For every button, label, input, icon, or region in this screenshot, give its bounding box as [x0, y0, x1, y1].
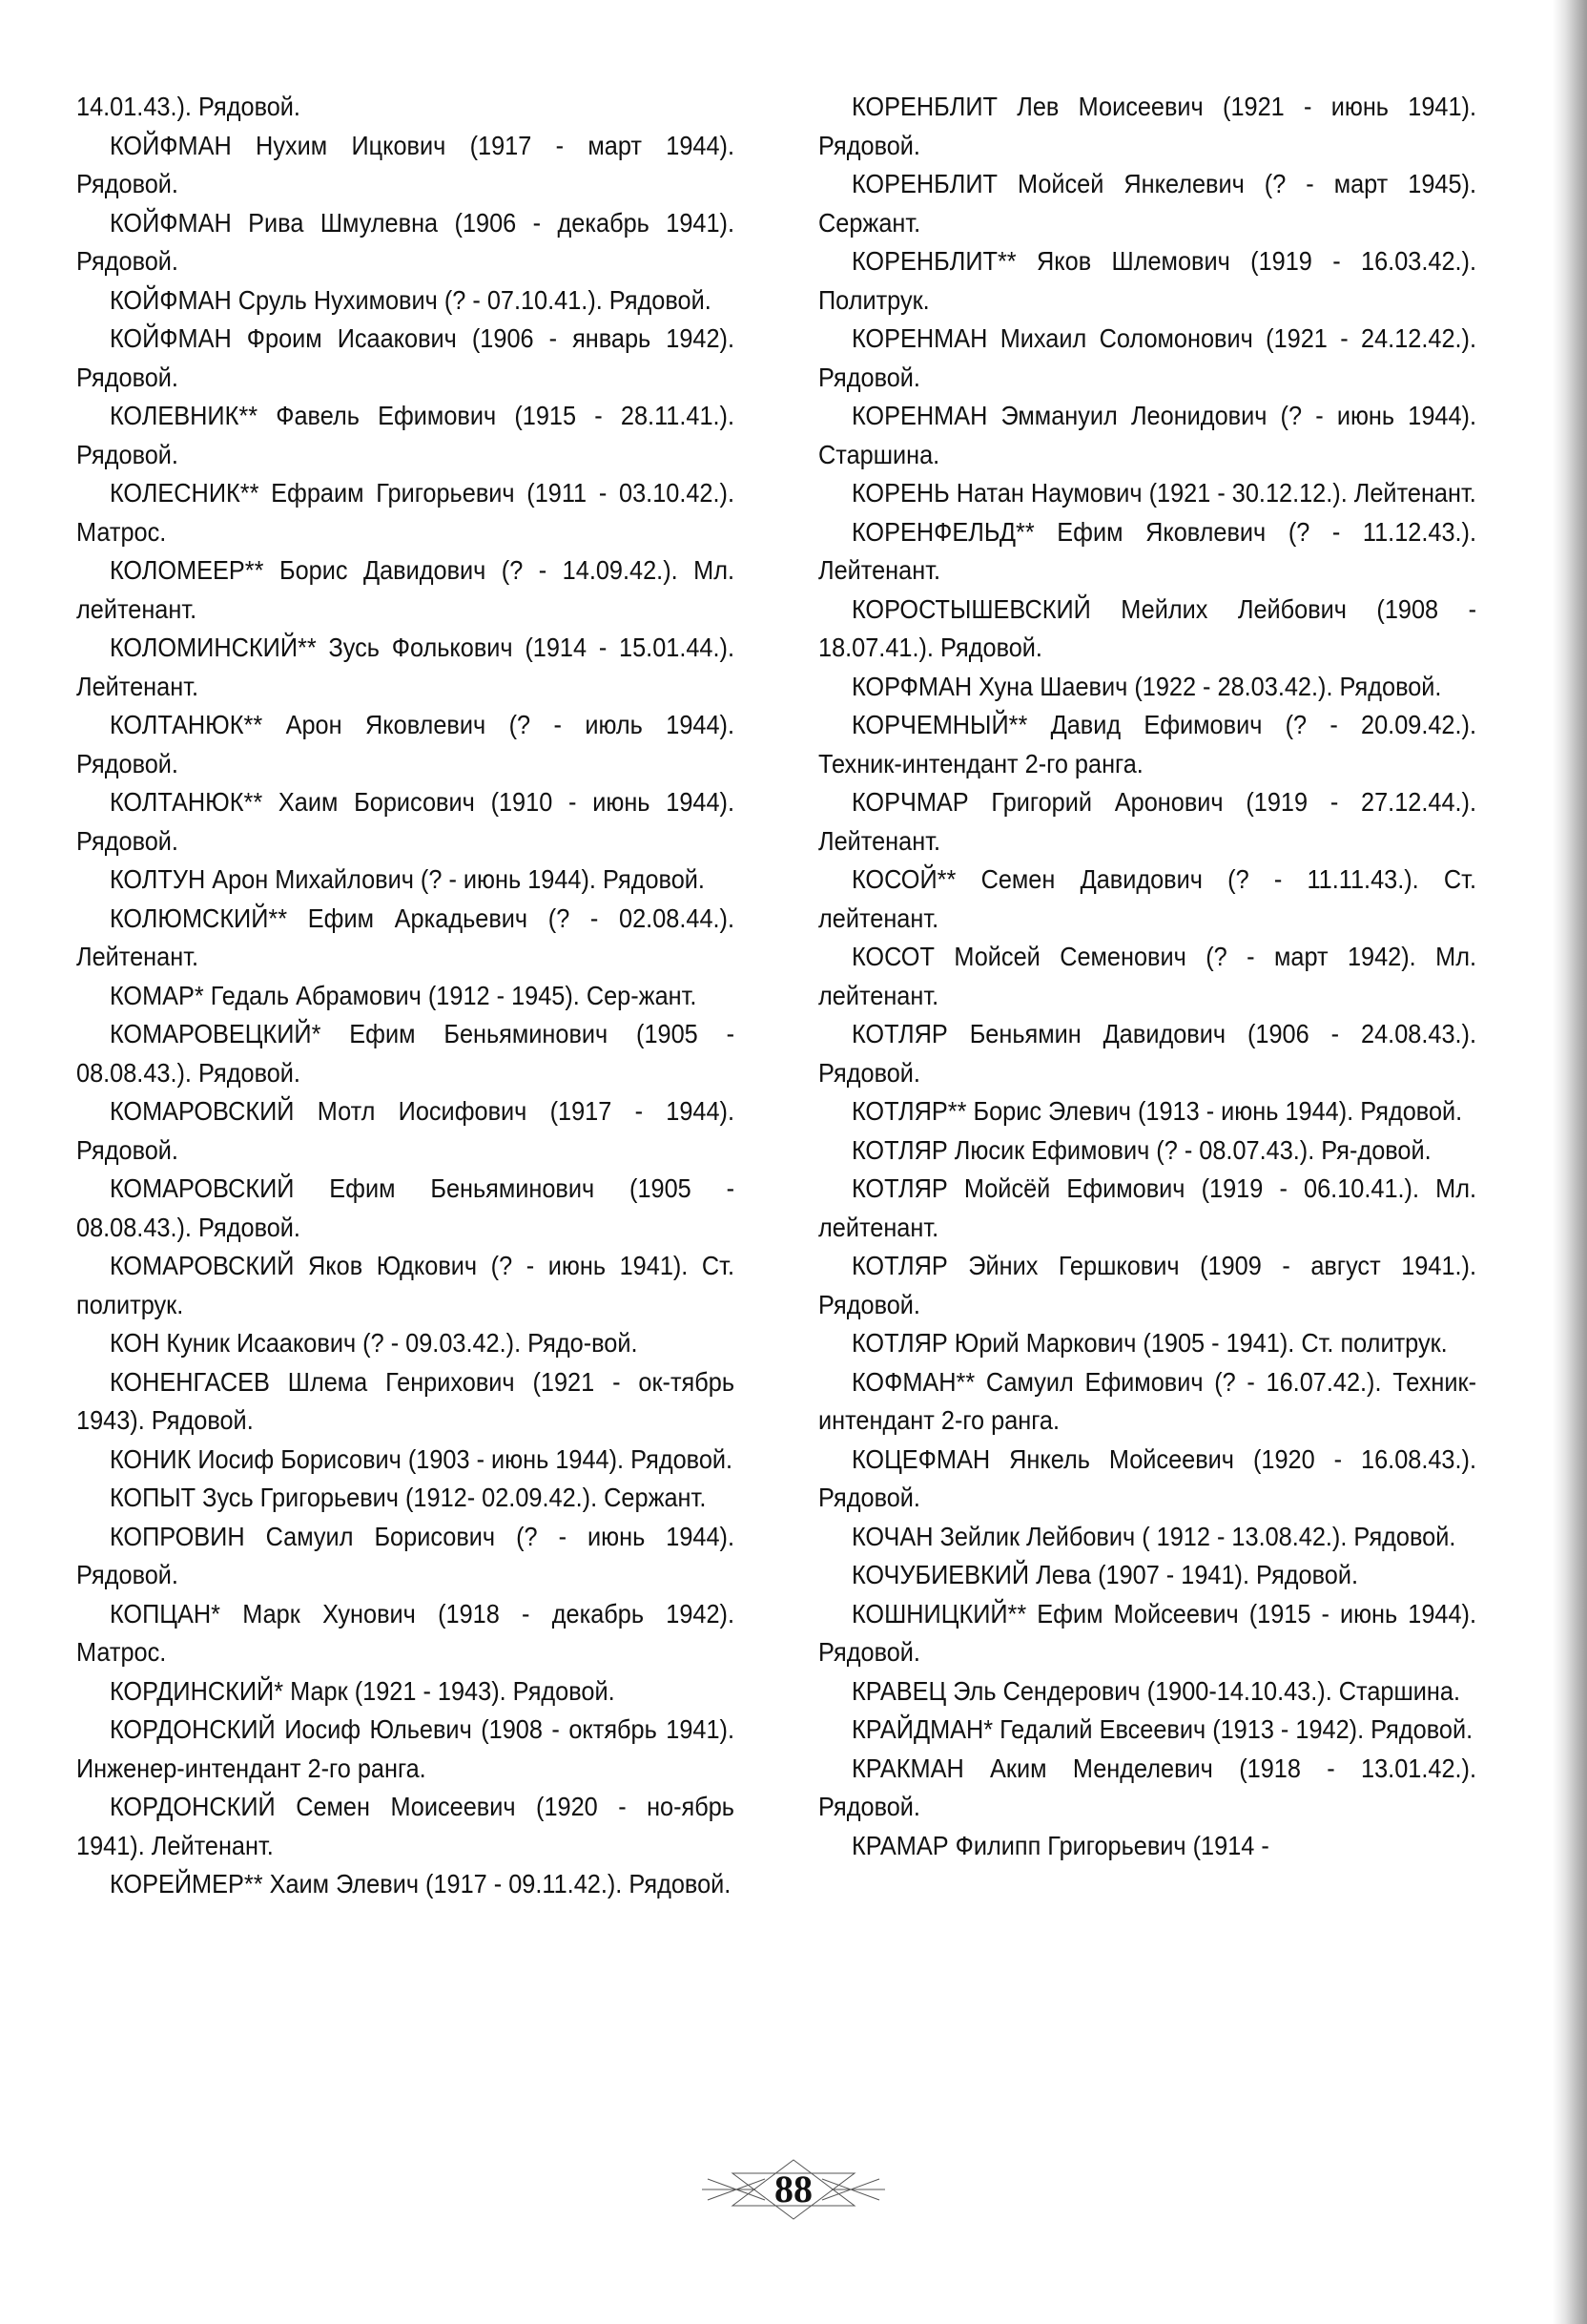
list-item: КРАКМАН Аким Менделевич (1918 - 13.01.42.). Рядовой. [818, 1753, 1476, 1821]
list-item: КОСОТ Мойсей Семенович (? - март 1942). Мл. лейтенант. [818, 942, 1476, 1010]
list-item: КОРЕНМАН Михаил Соломонович (1921 - 24.12.42.). Рядовой. [818, 323, 1476, 392]
list-item: КРАВЕЦ Эль Сендерович (1900-14.10.43.). Старшина. [851, 1675, 1460, 1706]
page-number-ornament [698, 2158, 889, 2221]
list-item: КОМАРОВСКИЙ Яков Юдкович (? - июнь 1941). Ст. политрук. [76, 1251, 734, 1319]
left-column [76, 88, 734, 1904]
list-item: КРАЙДМАН* Гедалий Евсеевич (1913 - 1942). Рядовой. [851, 1714, 1474, 1744]
list-item: КОРЕНБЛИТ** Яков Шлемович (1919 - 16.03.42.). Политрук. [818, 246, 1476, 315]
list-item: КОПЦАН* Марк Хунович (1918 - декабрь 1942). Матрос. [76, 1598, 734, 1667]
list-item: КОШНИЦКИЙ** Ефим Мойсеевич (1915 - июнь 1944). Рядовой. [818, 1598, 1476, 1667]
list-item: КОРЧМАР Григорий Аронович (1919 - 27.12.44.). Лейтенант. [818, 787, 1476, 856]
list-item: КОЛЕСНИК** Ефраим Григорьевич (1911 - 03.10.42.). Матрос. [76, 478, 734, 547]
list-item: КОЦЕФМАН Янкель Мойсеевич (1920 - 16.08.43.). Рядовой. [818, 1443, 1476, 1512]
list-item: КОЛОМЕЕР** Борис Давидович (? - 14.09.42.). Мл. лейтенант. [76, 555, 734, 624]
list-item: КОЧУБИЕВКИЙ Лева (1907 - 1941). Рядовой. [851, 1560, 1359, 1589]
list-item: КОЛТАНЮК** Арон Яковлевич (? - июль 1944). Рядовой. [76, 710, 734, 778]
list-item: КОН Куник Исаакович (? - 09.03.42.). Рядо-вой. [109, 1328, 638, 1358]
list-item: КОФМАН** Самуил Ефимович (? - 16.07.42.). Техник-интендант 2-го ранга. [818, 1366, 1476, 1435]
list-item: КОПЫТ Зусь Григорьевич (1912- 02.09.42.). Сержант. [109, 1483, 707, 1512]
list-item: КОРДИНСКИЙ* Марк (1921 - 1943). Рядовой. [109, 1675, 615, 1706]
list-item: КОРДОНСКИЙ Иосиф Юльевич (1908 - октябрь 1941). Инженер-интендант 2-го ранга. [76, 1714, 734, 1783]
list-item: КОНИК Иосиф Борисович (1903 - июнь 1944). Рядовой. [109, 1443, 733, 1474]
list-item: КОТЛЯР** Борис Элевич (1913 - июнь 1944). Рядовой. [851, 1096, 1463, 1126]
list-item: КОРФМАН Хуна Шаевич (1922 - 28.03.42.). Рядовой. [851, 671, 1442, 701]
list-item: КОТЛЯР Эйних Гершкович (1909 - август 1941.). Рядовой. [818, 1251, 1476, 1319]
list-item: КОПРОВИН Самуил Борисович (? - июнь 1944). Рядовой. [76, 1521, 734, 1589]
list-item: КОТЛЯР Мойсёй Ефимович (1919 - 06.10.41.). Мл. лейтенант. [818, 1173, 1476, 1242]
list-item: КОЙФМАН Рива Шмулевна (1906 - декабрь 1941). Рядовой. [76, 207, 734, 276]
page-number: 88 [774, 2168, 813, 2210]
list-item: КОРЧЕМНЫЙ** Давид Ефимович (? - 20.09.42.). Техник-интендант 2-го ранга. [818, 710, 1476, 778]
list-item: КОРЕНБЛИТ Лев Моисеевич (1921 - июнь 1941). Рядовой. [818, 92, 1476, 160]
list-item: КОЙФМАН Фроим Исаакович (1906 - январь 1942). Рядовой. [76, 323, 734, 392]
list-item: КОЛЮМСКИЙ** Ефим Аркадьевич (? - 02.08.44.). Лейтенант. [76, 903, 734, 971]
list-item: КОМАР* Гедаль Абрамович (1912 - 1945). Сер-жант. [109, 980, 697, 1010]
list-item: КОРЕНЬ Натан Наумович (1921 - 30.12.12.). Лейтенант. [851, 478, 1476, 508]
list-item: КОНЕНГАСЕВ Шлема Генрихович (1921 - ок-тябрь 1943). Рядовой. [76, 1366, 734, 1435]
page-edge-shadow [1553, 0, 1587, 2324]
list-item: КОТЛЯР Беньямин Давидович (1906 - 24.08.43.). Рядовой. [818, 1019, 1476, 1088]
list-item: КОРЕНМАН Эммануил Леонидович (? - июнь 1944). Старшина. [818, 401, 1476, 469]
list-item: КРАМАР Филипп Григорьевич (1914 - [851, 1830, 1269, 1860]
list-item: КОРЕЙМЕР** Хаим Элевич (1917 - 09.11.42.). Рядовой. [109, 1869, 732, 1899]
list-item: КОЛТУН Арон Михайлович (? - июнь 1944). Рядовой. [109, 864, 705, 894]
list-item: КОРОСТЫШЕВСКИЙ Мейлих Лейбович (1908 - 18.07.41.). Рядовой. [818, 593, 1476, 662]
list-item: КОРЕНБЛИТ Мойсей Янкелевич (? - март 1945). Сержант. [818, 169, 1476, 238]
list-item: КОМАРОВЕЦКИЙ* Ефим Беньяминович (1905 - 08.08.43.). Рядовой. [76, 1019, 734, 1088]
list-item: КОТЛЯР Юрий Маркович (1905 - 1941). Ст. политрук. [851, 1328, 1448, 1358]
list-item: 14.01.43.). Рядовой. [76, 92, 300, 121]
list-item: КОЛЕВНИК** Фавель Ефимович (1915 - 28.11.41.). Рядовой. [76, 401, 734, 469]
list-item: КОЛОМИНСКИЙ** Зусь Фолькович (1914 - 15.01.44.). Лейтенант. [76, 633, 734, 701]
list-item: КОЙФМАН Нухим Ицкович (1917 - март 1944). Рядовой. [76, 130, 734, 198]
list-item: КОЙФМАН Сруль Нухимович (? - 07.10.41.). Рядовой. [109, 284, 711, 315]
list-item: КОРЕНФЕЛЬД** Ефим Яковлевич (? - 11.12.43.). Лейтенант. [818, 516, 1476, 585]
list-item: КОМАРОВСКИЙ Ефим Беньяминович (1905 - 08.08.43.). Рядовой. [76, 1173, 734, 1242]
list-item: КОЛТАНЮК** Хаим Борисович (1910 - июнь 1944). Рядовой. [76, 787, 734, 856]
right-column [818, 88, 1476, 1865]
list-item: КОТЛЯР Люсик Ефимович (? - 08.07.43.). Ря-довой. [851, 1134, 1432, 1165]
list-item: КОСОЙ** Семен Давидович (? - 11.11.43.). Ст. лейтенант. [818, 864, 1476, 933]
list-item: КОМАРОВСКИЙ Мотл Иосифович (1917 - 1944). Рядовой. [76, 1096, 734, 1165]
list-item: КОЧАН Зейлик Лейбович ( 1912 - 13.08.42.). Рядовой. [851, 1521, 1456, 1551]
list-item: КОРДОНСКИЙ Семен Моисеевич (1920 - но-ябрь 1941). Лейтенант. [76, 1792, 734, 1860]
